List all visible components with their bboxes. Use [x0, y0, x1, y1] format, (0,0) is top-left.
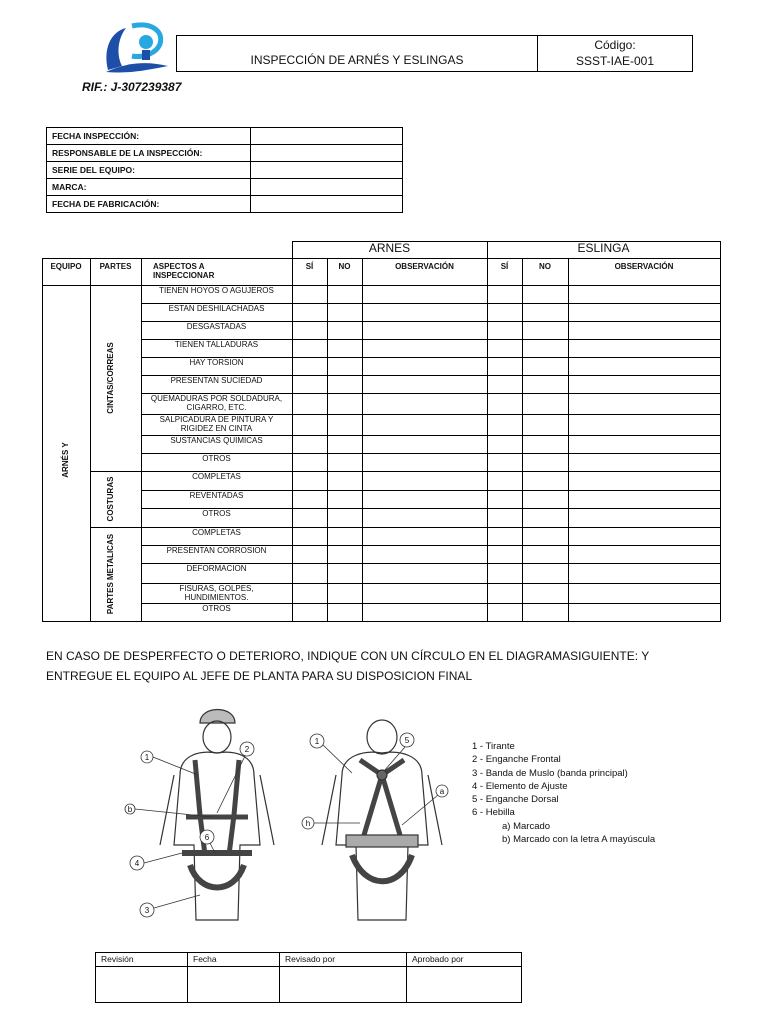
- callout-4: 4: [134, 859, 140, 868]
- date-cell[interactable]: [188, 967, 280, 1003]
- instructions-line-2: ENTREGUE EL EQUIPO AL JEFE DE PLANTA PARA SU DISPOSICION FINAL: [46, 669, 473, 683]
- check-cell[interactable]: [523, 376, 568, 393]
- document-title: INSPECCIÓN DE ARNÉS Y ESLINGAS: [250, 53, 464, 67]
- callout-6: 6: [204, 833, 210, 842]
- approved-by-cell[interactable]: [407, 967, 522, 1003]
- rif-number: RIF.: J-307239387: [82, 80, 182, 94]
- observation-cell[interactable]: [363, 436, 487, 453]
- check-cell[interactable]: [488, 286, 522, 303]
- check-cell[interactable]: [293, 546, 327, 563]
- part-label: COSTURAS: [105, 476, 115, 522]
- eslinga-si-header: SÍ: [500, 262, 509, 271]
- check-cell[interactable]: [328, 509, 362, 527]
- inspection-item: REVENTADAS: [189, 491, 244, 500]
- observation-cell[interactable]: [363, 358, 487, 375]
- legend-item: a) Marcado: [502, 820, 551, 832]
- check-cell[interactable]: [488, 509, 522, 527]
- check-cell[interactable]: [523, 286, 568, 303]
- observation-cell[interactable]: [363, 546, 487, 563]
- eslinga-obs-header: OBSERVACIÓN: [614, 262, 674, 271]
- inspection-item: OTROS: [202, 454, 231, 463]
- callout-5: 5: [404, 736, 410, 745]
- check-cell[interactable]: [488, 491, 522, 508]
- check-cell[interactable]: [523, 564, 568, 583]
- front-figure: [160, 710, 274, 921]
- check-cell[interactable]: [328, 376, 362, 393]
- observation-cell[interactable]: [569, 358, 720, 375]
- observation-cell[interactable]: [363, 472, 487, 490]
- check-cell[interactable]: [488, 528, 522, 545]
- observation-cell[interactable]: [569, 509, 720, 527]
- equipo-col-header: EQUIPO: [50, 262, 82, 271]
- observation-cell[interactable]: [363, 454, 487, 471]
- observation-cell[interactable]: [363, 491, 487, 508]
- check-cell[interactable]: [328, 528, 362, 545]
- check-cell[interactable]: [293, 340, 327, 357]
- grid-line: [42, 258, 720, 259]
- observation-cell[interactable]: [569, 436, 720, 453]
- info-label: SERIE DEL EQUIPO:: [47, 162, 251, 179]
- check-cell[interactable]: [523, 415, 568, 435]
- check-cell[interactable]: [523, 472, 568, 490]
- observation-cell[interactable]: [569, 340, 720, 357]
- check-cell[interactable]: [523, 454, 568, 471]
- inspection-item: DEFORMACION: [186, 564, 247, 573]
- check-cell[interactable]: [328, 394, 362, 414]
- observation-cell[interactable]: [569, 472, 720, 490]
- check-cell[interactable]: [523, 358, 568, 375]
- inspection-item: OTROS: [202, 604, 231, 613]
- check-cell[interactable]: [293, 304, 327, 321]
- inspection-item: SUSTANCIAS QUIMICAS: [170, 436, 263, 445]
- info-label: FECHA DE FABRICACIÓN:: [47, 196, 251, 213]
- legend-item: 3 - Banda de Muslo (banda principal): [472, 767, 628, 779]
- observation-cell[interactable]: [569, 286, 720, 303]
- check-cell[interactable]: [488, 340, 522, 357]
- check-cell[interactable]: [328, 358, 362, 375]
- check-cell[interactable]: [293, 509, 327, 527]
- inspection-item: TIENEN TALLADURAS: [174, 340, 259, 349]
- check-cell[interactable]: [523, 546, 568, 563]
- check-cell[interactable]: [523, 304, 568, 321]
- observation-cell[interactable]: [569, 304, 720, 321]
- observation-cell[interactable]: [363, 604, 487, 621]
- eslinga-group-header: ESLINGA: [577, 241, 630, 255]
- check-cell[interactable]: [293, 584, 327, 603]
- callout-2: 2: [244, 745, 250, 754]
- inspection-item: COMPLETAS: [192, 528, 241, 537]
- check-cell[interactable]: [328, 322, 362, 339]
- observation-cell[interactable]: [569, 322, 720, 339]
- grid-line: [90, 258, 91, 621]
- check-cell[interactable]: [488, 604, 522, 621]
- date-header: Fecha: [188, 953, 280, 967]
- observation-cell[interactable]: [363, 528, 487, 545]
- equipo-label: ARNÉS Y: [61, 442, 70, 478]
- check-cell[interactable]: [523, 584, 568, 603]
- check-cell[interactable]: [488, 546, 522, 563]
- callout-h: h: [305, 819, 311, 828]
- inspection-item: ESTAN DESHILACHADAS: [168, 304, 265, 313]
- check-cell[interactable]: [328, 304, 362, 321]
- check-cell[interactable]: [328, 340, 362, 357]
- check-cell[interactable]: [328, 584, 362, 603]
- check-cell[interactable]: [293, 491, 327, 508]
- check-cell[interactable]: [293, 415, 327, 435]
- observation-cell[interactable]: [363, 376, 487, 393]
- check-cell[interactable]: [488, 454, 522, 471]
- check-cell[interactable]: [488, 584, 522, 603]
- check-cell[interactable]: [488, 472, 522, 490]
- callout-3: 3: [144, 906, 150, 915]
- legend-item: 1 - Tirante: [472, 741, 515, 752]
- inspection-item: SALPICADURA DE PINTURA Y RIGIDEZ EN CINTA: [159, 415, 274, 433]
- observation-cell[interactable]: [363, 304, 487, 321]
- check-cell[interactable]: [293, 436, 327, 453]
- diagram-legend: [472, 740, 655, 846]
- check-cell[interactable]: [328, 286, 362, 303]
- observation-cell[interactable]: [363, 394, 487, 414]
- instructions-line-1: EN CASO DE DESPERFECTO O DETERIORO, INDIQUE CON UN CÍRCULO EN EL DIAGRAMASIGUIENTE: Y: [46, 649, 650, 663]
- check-cell[interactable]: [523, 340, 568, 357]
- check-cell[interactable]: [293, 394, 327, 414]
- inspection-item: PRESENTAN SUCIEDAD: [170, 376, 263, 385]
- arnes-no-header: NO: [338, 262, 351, 271]
- callout-1-back: 1: [314, 737, 320, 746]
- check-cell[interactable]: [328, 604, 362, 621]
- check-cell[interactable]: [523, 322, 568, 339]
- arnes-obs-header: OBSERVACIÓN: [395, 262, 454, 271]
- observation-cell[interactable]: [569, 604, 720, 621]
- check-cell[interactable]: [328, 472, 362, 490]
- legend-item: 6 - Hebilla: [472, 807, 515, 819]
- check-cell[interactable]: [293, 604, 327, 621]
- inspection-item: PRESENTAN CORROSION: [166, 546, 267, 555]
- eslinga-no-header: NO: [539, 262, 551, 271]
- check-cell[interactable]: [328, 546, 362, 563]
- observation-cell[interactable]: [363, 584, 487, 603]
- grid-line: [42, 621, 721, 622]
- observation-cell[interactable]: [569, 415, 720, 435]
- inspection-item: HAY TORSION: [189, 358, 244, 367]
- check-cell[interactable]: [293, 286, 327, 303]
- check-cell[interactable]: [328, 564, 362, 583]
- check-cell[interactable]: [488, 394, 522, 414]
- check-cell[interactable]: [293, 322, 327, 339]
- code-label: Código:: [594, 38, 636, 52]
- check-cell[interactable]: [293, 528, 327, 545]
- check-cell[interactable]: [328, 454, 362, 471]
- back-figure: [322, 720, 442, 920]
- observation-cell[interactable]: [569, 528, 720, 545]
- check-cell[interactable]: [523, 528, 568, 545]
- part-label: PARTES METALICAS: [105, 533, 115, 615]
- inspection-item: COMPLETAS: [192, 472, 241, 481]
- observation-cell[interactable]: [363, 340, 487, 357]
- partes-col-header: PARTES: [99, 262, 132, 271]
- revision-header: Revisión: [96, 953, 188, 967]
- check-cell[interactable]: [293, 472, 327, 490]
- revision-table: [95, 952, 522, 1003]
- info-label: MARCA:: [47, 179, 251, 196]
- check-cell[interactable]: [293, 358, 327, 375]
- observation-cell[interactable]: [363, 322, 487, 339]
- code-value: SSST-IAE-001: [575, 54, 655, 68]
- observation-cell[interactable]: [569, 454, 720, 471]
- check-cell[interactable]: [328, 415, 362, 435]
- check-cell[interactable]: [488, 376, 522, 393]
- legend-item: 4 - Elemento de Ajuste: [472, 780, 568, 792]
- reviewed-by-cell[interactable]: [280, 967, 407, 1003]
- grid-line: [42, 258, 43, 621]
- check-cell[interactable]: [488, 436, 522, 453]
- grid-line: [720, 241, 721, 622]
- info-label: FECHA INSPECCIÓN:: [47, 128, 251, 145]
- check-cell[interactable]: [523, 604, 568, 621]
- arnes-group-header: ARNES: [368, 241, 411, 255]
- part-label: CINTAS/CORREAS: [105, 342, 115, 414]
- approved-by-header: Aprobado por: [407, 953, 522, 967]
- inspection-item: OTROS: [202, 509, 231, 518]
- check-cell[interactable]: [523, 491, 568, 508]
- check-cell[interactable]: [293, 454, 327, 471]
- observation-cell[interactable]: [569, 584, 720, 603]
- observation-cell[interactable]: [569, 394, 720, 414]
- legend-item: 5 - Enganche Dorsal: [472, 794, 559, 806]
- callout-a: a: [439, 787, 445, 796]
- check-cell[interactable]: [328, 491, 362, 508]
- aspectos-col-header: ASPECTOS A INSPECCIONAR: [153, 262, 215, 280]
- inspection-item: QUEMADURAS POR SOLDADURA, CIGARRO, ETC.: [150, 394, 283, 412]
- check-cell[interactable]: [488, 564, 522, 583]
- observation-cell[interactable]: [569, 491, 720, 508]
- check-cell[interactable]: [488, 304, 522, 321]
- observation-cell[interactable]: [569, 376, 720, 393]
- check-cell[interactable]: [523, 394, 568, 414]
- reviewed-by-header: Revisado por: [280, 953, 407, 967]
- check-cell[interactable]: [523, 509, 568, 527]
- arnes-si-header: SÍ: [305, 262, 314, 271]
- observation-cell[interactable]: [363, 564, 487, 583]
- observation-cell[interactable]: [569, 546, 720, 563]
- check-cell[interactable]: [488, 415, 522, 435]
- check-cell[interactable]: [523, 436, 568, 453]
- check-cell[interactable]: [488, 322, 522, 339]
- legend-item: 2 - Enganche Frontal: [472, 754, 561, 766]
- check-cell[interactable]: [488, 358, 522, 375]
- inspection-item: FISURAS, GOLPES, HUNDIMIENTOS.: [179, 584, 254, 602]
- check-cell[interactable]: [293, 376, 327, 393]
- instructions: [46, 646, 666, 686]
- inspection-item: TIENEN HOYOS O AGUJEROS: [159, 286, 274, 295]
- observation-cell[interactable]: [363, 509, 487, 527]
- inspection-item: DESGASTADAS: [186, 322, 247, 331]
- callout-1: 1: [144, 753, 150, 762]
- check-cell[interactable]: [293, 564, 327, 583]
- legend-item: b) Marcado con la letra A mayúscula: [502, 834, 656, 846]
- observation-cell[interactable]: [569, 564, 720, 583]
- revision-cell[interactable]: [96, 967, 188, 1003]
- check-cell[interactable]: [328, 436, 362, 453]
- observation-cell[interactable]: [363, 415, 487, 435]
- grid-line: [141, 258, 142, 621]
- info-label: RESPONSABLE DE LA INSPECCIÓN:: [47, 145, 251, 162]
- callout-b: b: [127, 805, 133, 814]
- observation-cell[interactable]: [363, 286, 487, 303]
